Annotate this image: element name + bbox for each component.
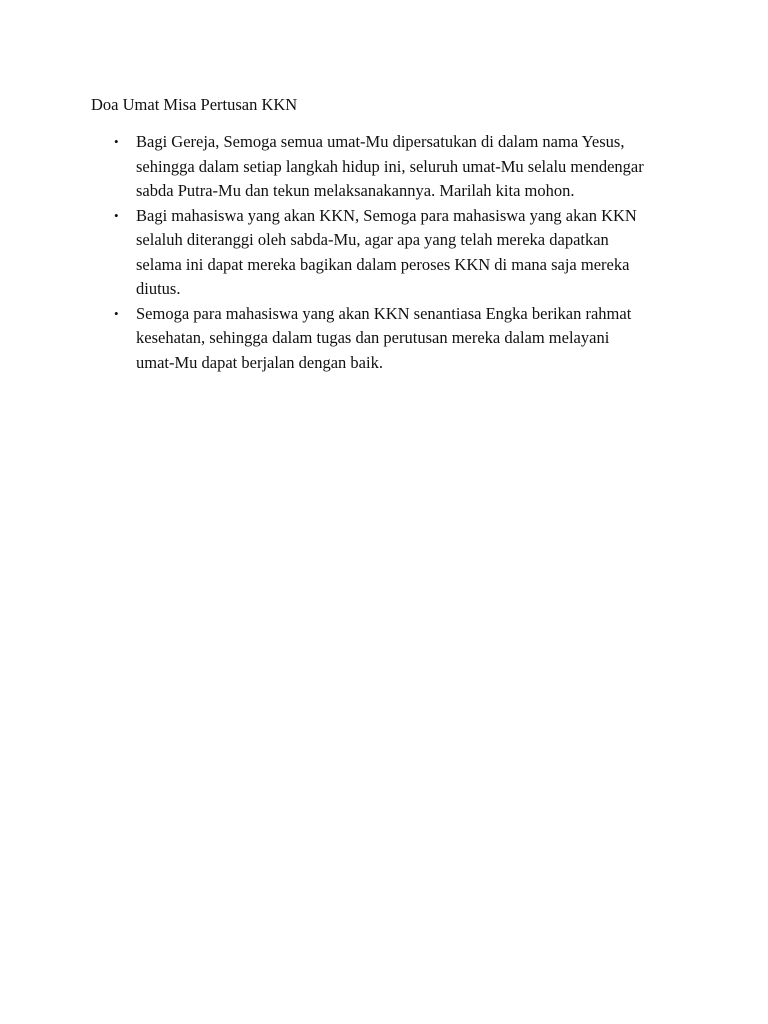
prayer-line: kesehatan, sehingga dalam tugas dan perutusan mereka dalam melayani [136, 328, 610, 347]
bullet-icon: • [114, 207, 119, 223]
bullet-icon: • [114, 305, 119, 321]
prayer-line: selama ini dapat mereka bagikan dalam peroses KKN di mana saja mereka [136, 254, 630, 274]
prayer-item-church [0, 130, 696, 204]
prayer-item-students [0, 204, 696, 302]
prayer-list [0, 130, 768, 375]
prayer-line: selaluh diteranggi oleh sabda-Mu, agar apa yang telah mereka dapatkan [136, 230, 609, 249]
prayer-line: Semoga para mahasiswa yang akan KKN senantiasa Engka berikan rahmat [136, 303, 632, 323]
bullet-icon: • [114, 134, 119, 149]
prayer-item-health [0, 302, 696, 376]
document-title: Doa Umat Misa Pertusan KKN [91, 95, 298, 114]
prayer-line: umat-Mu dapat berjalan dengan baik. [136, 352, 383, 372]
prayer-line: Bagi mahasiswa yang akan KKN, Semoga para mahasiswa yang akan KKN [136, 205, 637, 225]
prayer-line: sabda Putra-Mu dan tekun melaksanakannya. Marilah kita mohon. [136, 181, 575, 200]
prayer-line: Bagi Gereja, Semoga semua umat-Mu dipersatukan di dalam nama Yesus, [136, 132, 625, 151]
prayer-line: diutus. [136, 279, 181, 298]
prayer-line: sehingga dalam setiap langkah hidup ini, seluruh umat-Mu selalu mendengar [136, 156, 644, 176]
